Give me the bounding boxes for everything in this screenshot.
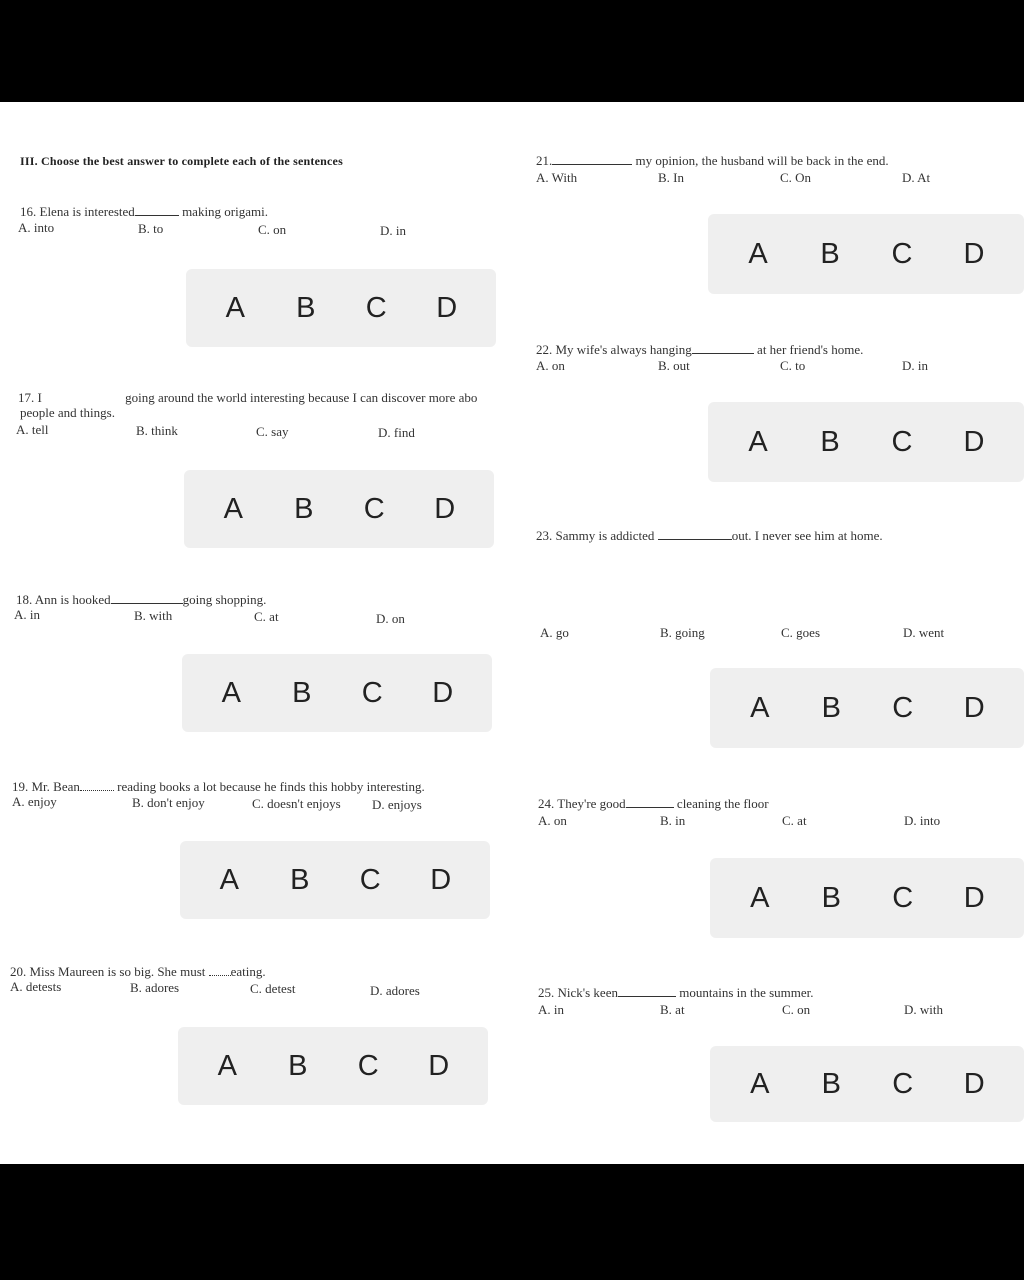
q19-option-a: A. enjoy xyxy=(12,794,57,809)
q24-answer-panel xyxy=(710,858,1024,938)
question-18-stem: 18. Ann is hooked going shopping. xyxy=(16,592,267,607)
q23-answer-c-button[interactable]: C xyxy=(892,691,914,724)
q20-option-b: B. adores xyxy=(130,980,180,995)
q23-answer-panel xyxy=(710,668,1024,748)
q21-answer-d-button[interactable]: D xyxy=(963,237,985,270)
question-21-stem: 21. my opinion, the husband will be back in the end. xyxy=(536,153,889,168)
q20-answer-a-button[interactable]: A xyxy=(217,1049,237,1082)
q23-option-d: D. went xyxy=(903,625,945,640)
q25-answer-panel xyxy=(710,1046,1024,1122)
q16-answer-c-button[interactable]: C xyxy=(365,291,387,324)
q18-answer-d-button[interactable]: D xyxy=(432,676,454,709)
question-22-stem: 22. My wife's always hanging at her friend's home. xyxy=(536,342,864,357)
question-17-stem-line2: people and things. xyxy=(20,405,115,420)
q16-answer-panel xyxy=(186,269,496,347)
question-24-stem: 24. They're good cleaning the floor xyxy=(538,796,769,811)
q17-answer-c-button[interactable]: C xyxy=(363,492,385,525)
question-19-stem: 19. Mr. Bean reading books a lot because he finds this hobby interesting. xyxy=(12,779,425,794)
q25-answer-b-button[interactable]: B xyxy=(821,1067,841,1100)
q25-answer-a-button[interactable]: A xyxy=(750,1067,770,1100)
q21-option-d: D. At xyxy=(902,170,931,185)
q21-answer-b-button[interactable]: B xyxy=(820,237,840,270)
q17-answer-a-button[interactable]: A xyxy=(223,492,243,525)
q24-option-b: B. in xyxy=(660,813,686,828)
q24-answer-a-button[interactable]: A xyxy=(750,881,770,914)
q24-answer-d-button[interactable]: D xyxy=(963,881,985,914)
q17-answer-panel xyxy=(184,470,494,548)
q22-option-d: D. in xyxy=(902,358,928,373)
q21-answer-a-button[interactable]: A xyxy=(748,237,768,270)
q20-answer-d-button[interactable]: D xyxy=(428,1049,450,1082)
q22-answer-b-button[interactable]: B xyxy=(820,425,840,458)
q25-answer-d-button[interactable]: D xyxy=(963,1067,985,1100)
q17-answer-d-button[interactable]: D xyxy=(434,492,456,525)
q16-answer-a-button[interactable]: A xyxy=(225,291,245,324)
q19-option-d: D. enjoys xyxy=(372,797,422,812)
q23-option-c: C. goes xyxy=(781,625,820,640)
q24-answer-b-button[interactable]: B xyxy=(821,881,841,914)
q24-option-c: C. at xyxy=(782,813,807,828)
q20-option-d: D. adores xyxy=(370,983,420,998)
q20-option-c: C. detest xyxy=(250,981,296,996)
q20-option-a: A. detests xyxy=(10,979,62,994)
q24-answer-c-button[interactable]: C xyxy=(892,881,914,914)
q21-option-c: C. On xyxy=(780,170,812,185)
q18-option-d: D. on xyxy=(376,611,405,626)
q18-answer-c-button[interactable]: C xyxy=(361,676,383,709)
q22-option-b: B. out xyxy=(658,358,690,373)
q18-option-c: C. at xyxy=(254,609,279,624)
q23-answer-b-button[interactable]: B xyxy=(821,691,841,724)
q19-answer-panel xyxy=(180,841,490,919)
q22-answer-panel xyxy=(708,402,1024,482)
q21-answer-panel xyxy=(708,214,1024,294)
q24-option-d: D. into xyxy=(904,813,941,828)
q20-answer-panel xyxy=(178,1027,488,1105)
q19-option-b: B. don't enjoy xyxy=(132,795,205,810)
q21-option-a: A. With xyxy=(536,170,578,185)
q24-option-a: A. on xyxy=(538,813,567,828)
question-20-stem: 20. Miss Maureen is so big. She must eating. xyxy=(10,964,266,979)
q22-option-a: A. on xyxy=(536,358,565,373)
q22-option-c: C. to xyxy=(780,358,806,373)
section-heading: III. Choose the best answer to complete each of the sentences xyxy=(20,154,343,168)
worksheet xyxy=(0,102,1024,1164)
q16-answer-d-button[interactable]: D xyxy=(436,291,458,324)
q16-answer-b-button[interactable]: B xyxy=(296,291,316,324)
q17-option-d: D. find xyxy=(378,425,415,440)
q21-answer-c-button[interactable]: C xyxy=(891,237,913,270)
q18-option-a: A. in xyxy=(14,607,40,622)
q22-answer-a-button[interactable]: A xyxy=(748,425,768,458)
q25-option-c: C. on xyxy=(782,1002,811,1017)
q23-option-b: B. going xyxy=(660,625,705,640)
q18-option-b: B. with xyxy=(134,608,173,623)
q19-answer-d-button[interactable]: D xyxy=(430,863,452,896)
q23-answer-d-button[interactable]: D xyxy=(963,691,985,724)
q25-option-a: A. in xyxy=(538,1002,564,1017)
q17-option-c: C. say xyxy=(256,424,289,439)
q22-answer-c-button[interactable]: C xyxy=(891,425,913,458)
q21-option-b: B. In xyxy=(658,170,684,185)
q19-option-c: C. doesn't enjoys xyxy=(252,796,341,811)
q18-answer-panel xyxy=(182,654,492,732)
question-23-stem: 23. Sammy is addicted out. I never see him at home. xyxy=(536,528,883,543)
q20-answer-c-button[interactable]: C xyxy=(357,1049,379,1082)
q17-answer-b-button[interactable]: B xyxy=(294,492,314,525)
q23-answer-a-button[interactable]: A xyxy=(750,691,770,724)
q19-answer-a-button[interactable]: A xyxy=(219,863,239,896)
q25-option-d: D. with xyxy=(904,1002,943,1017)
q16-option-c: C. on xyxy=(258,222,287,237)
question-17-stem: 17. I going around the world interesting because I can discover more abo xyxy=(18,390,478,405)
q17-option-b: B. think xyxy=(136,423,178,438)
q20-answer-b-button[interactable]: B xyxy=(288,1049,308,1082)
q25-option-b: B. at xyxy=(660,1002,685,1017)
question-16-stem: 16. Elena is interested making origami. xyxy=(20,204,268,219)
q22-answer-d-button[interactable]: D xyxy=(963,425,985,458)
q16-option-d: D. in xyxy=(380,223,406,238)
q16-option-b: B. to xyxy=(138,221,164,236)
q17-option-a: A. tell xyxy=(16,422,49,437)
q19-answer-c-button[interactable]: C xyxy=(359,863,381,896)
q19-answer-b-button[interactable]: B xyxy=(290,863,310,896)
question-25-stem: 25. Nick's keen mountains in the summer. xyxy=(538,985,814,1000)
q16-option-a: A. into xyxy=(18,220,55,235)
q25-answer-c-button[interactable]: C xyxy=(892,1067,914,1100)
q18-answer-b-button[interactable]: B xyxy=(292,676,312,709)
q18-answer-a-button[interactable]: A xyxy=(221,676,241,709)
q23-option-a: A. go xyxy=(540,625,569,640)
